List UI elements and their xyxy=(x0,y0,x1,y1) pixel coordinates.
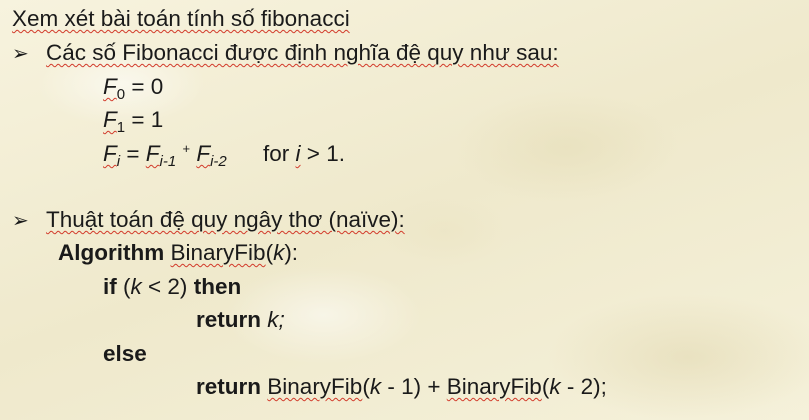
formula-fi xyxy=(103,141,345,170)
fi-sub: i xyxy=(116,153,121,170)
fi-eq: = xyxy=(126,141,140,166)
recursive-call-1: BinaryFib xyxy=(267,374,363,399)
if-line xyxy=(103,274,241,300)
return-keyword: return xyxy=(196,307,262,332)
return-keyword: return xyxy=(196,374,262,399)
definition-intro: Các số Fibonacci được định nghĩa đệ quy như sau: xyxy=(46,40,559,65)
if-keyword: if xyxy=(103,274,117,299)
algorithm-param: k xyxy=(273,240,285,265)
naive-intro-line xyxy=(12,207,405,234)
fi-plus: + xyxy=(182,141,191,156)
formula-f0 xyxy=(103,74,164,103)
fi-var: F xyxy=(103,141,117,166)
slide-title-line xyxy=(12,6,350,32)
recursive-arg-2: - 2); xyxy=(566,374,607,399)
recursive-var-2: k xyxy=(549,374,561,399)
f0-value: 0 xyxy=(150,74,164,99)
algorithm-header xyxy=(58,240,298,266)
if-rest: < 2) xyxy=(148,274,188,299)
fi-cond-var: i xyxy=(295,141,301,166)
arrow-bullet-icon: ➢ xyxy=(12,210,29,232)
fi-cond-prefix: for xyxy=(263,141,290,166)
return-k-line xyxy=(196,307,285,333)
f1-sub: 1 xyxy=(116,119,126,136)
algorithm-close: ): xyxy=(284,240,299,265)
f0-sub: 0 xyxy=(116,86,126,103)
recursive-arg-1: - 1) + xyxy=(387,374,441,399)
recursive-open-2: ( xyxy=(541,374,550,399)
algorithm-name: BinaryFib xyxy=(170,240,266,265)
recursive-var-1: k xyxy=(369,374,382,399)
formula-f1 xyxy=(103,107,164,136)
else-keyword: else xyxy=(103,341,147,366)
f1-value: 1 xyxy=(150,107,164,132)
definition-intro-line xyxy=(12,40,559,67)
fi-term1-var: F xyxy=(145,141,160,166)
if-open: ( xyxy=(123,274,131,299)
f0-var: F xyxy=(103,74,117,99)
algorithm-keyword: Algorithm xyxy=(58,240,165,265)
recursive-call-2: BinaryFib xyxy=(446,374,542,399)
naive-intro: Thuật toán đệ quy ngây thơ (naïve): xyxy=(46,207,405,232)
f1-var: F xyxy=(103,107,117,132)
algorithm-open: ( xyxy=(265,240,274,265)
recursive-open-1: ( xyxy=(362,374,370,399)
return-recursive-line xyxy=(196,374,607,400)
then-keyword: then xyxy=(193,274,242,299)
else-line xyxy=(103,341,147,367)
fi-term2-sub: i-2 xyxy=(210,153,227,170)
slide-title: Xem xét bài toán tính số fibonacci xyxy=(12,6,350,31)
if-var: k xyxy=(130,274,142,299)
fi-term2-var: F xyxy=(196,141,211,166)
fi-cond-rest: > 1. xyxy=(306,141,345,166)
arrow-bullet-icon: ➢ xyxy=(12,43,29,65)
f0-eq: = xyxy=(131,74,145,99)
return-k-value: k; xyxy=(267,307,285,332)
f1-eq: = xyxy=(131,107,145,132)
fi-term1-sub: i-1 xyxy=(159,153,177,170)
